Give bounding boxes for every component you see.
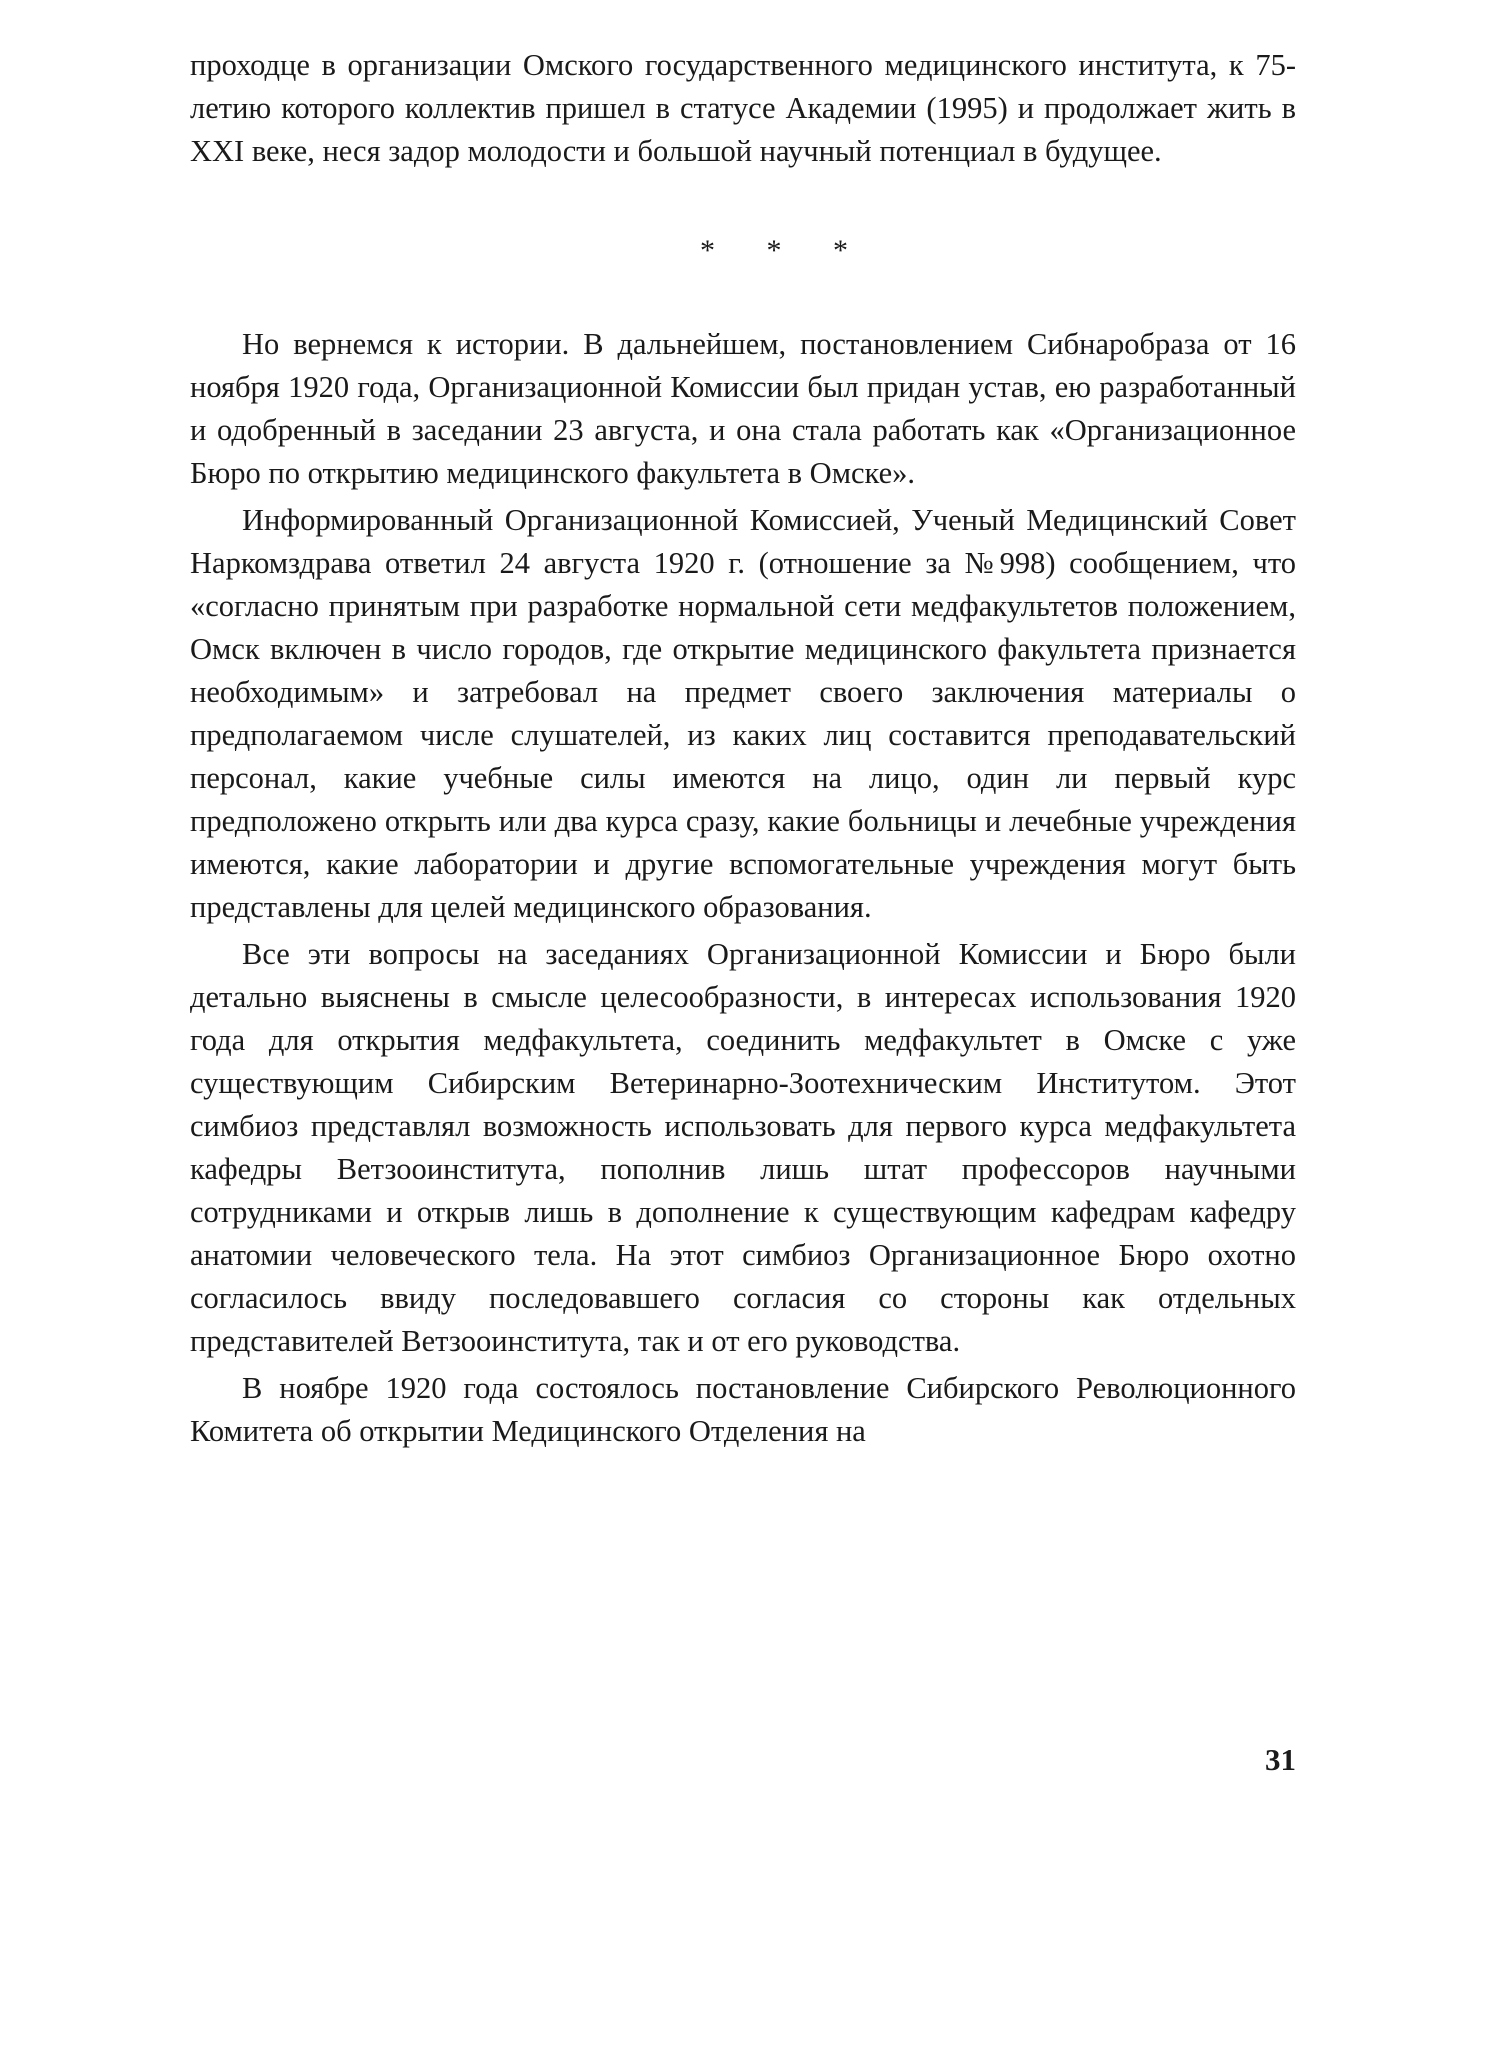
page-body bbox=[190, 44, 1296, 1453]
paragraph-council-reply: Информированный Организационной Комиссией, Ученый Медицинский Совет Наркомздрава ответил 24 августа 1920 г. (отношение за №998) сообщением, что «согласно принятым при разработке нормальной сети медфакультетов положением, Омск включен в число городов, где открытие медицинского факультета признается необходимым» и затребовал на предмет своего заключения материалы о предполагаемом числе слушателей, из каких лиц составится преподавательский персонал, какие учебные силы имеются на лицо, один ли первый курс предположено открыть или два курса сразу, какие больницы и лечебные учреждения имеются, какие лаборатории и другие вспомогательные учреждения могут быть представлены для целей медицинского образования. bbox=[190, 503, 1296, 924]
paragraph-symbiosis: Все эти вопросы на заседаниях Организационной Комиссии и Бюро были детально выяснены в смысле целесообразности, в интересах использования 1920 года для открытия медфакультета, соединить медфакультет в Омске с уже существующим Сибирским Ветеринарно-Зоотехническим Институтом. Этот симбиоз представлял возможность использовать для первого курса медфакультета кафедры Ветзооинститута, пополнив лишь штат профессоров научными сотрудниками и открыв лишь в дополнение к существующим кафедрам кафедру анатомии человеческого тела. На этот симбиоз Организационное Бюро охотно согласилось ввиду последовавшего согласия со стороны как отдельных представителей Ветзооинститута, так и от его руководства. bbox=[190, 937, 1296, 1358]
section-separator: * * * bbox=[700, 234, 870, 267]
paragraph-history: Но вернемся к истории. В дальнейшем, постановлением Сибнаробраза от 16 ноября 1920 года, Организационной Комиссии был придан устав, ею разработанный и одобренный в заседании 23 августа, и она стала работать как «Организационное Бюро по открытию медицинского факультета в Омске». bbox=[190, 327, 1296, 490]
page-number: 31 bbox=[1265, 1742, 1296, 1777]
paragraph-november-1920: В ноябре 1920 года состоялось постановление Сибирского Революционного Комитета об открытии Медицинского Отделения на bbox=[190, 1371, 1296, 1448]
paragraph-continuation: проходце в организации Омского государственного медицинского института, к 75-летию которого коллектив пришел в статусе Академии (1995) и продолжает жить в XXI веке, неся задор молодости и большой научный потенциал в будущее. bbox=[190, 48, 1296, 168]
